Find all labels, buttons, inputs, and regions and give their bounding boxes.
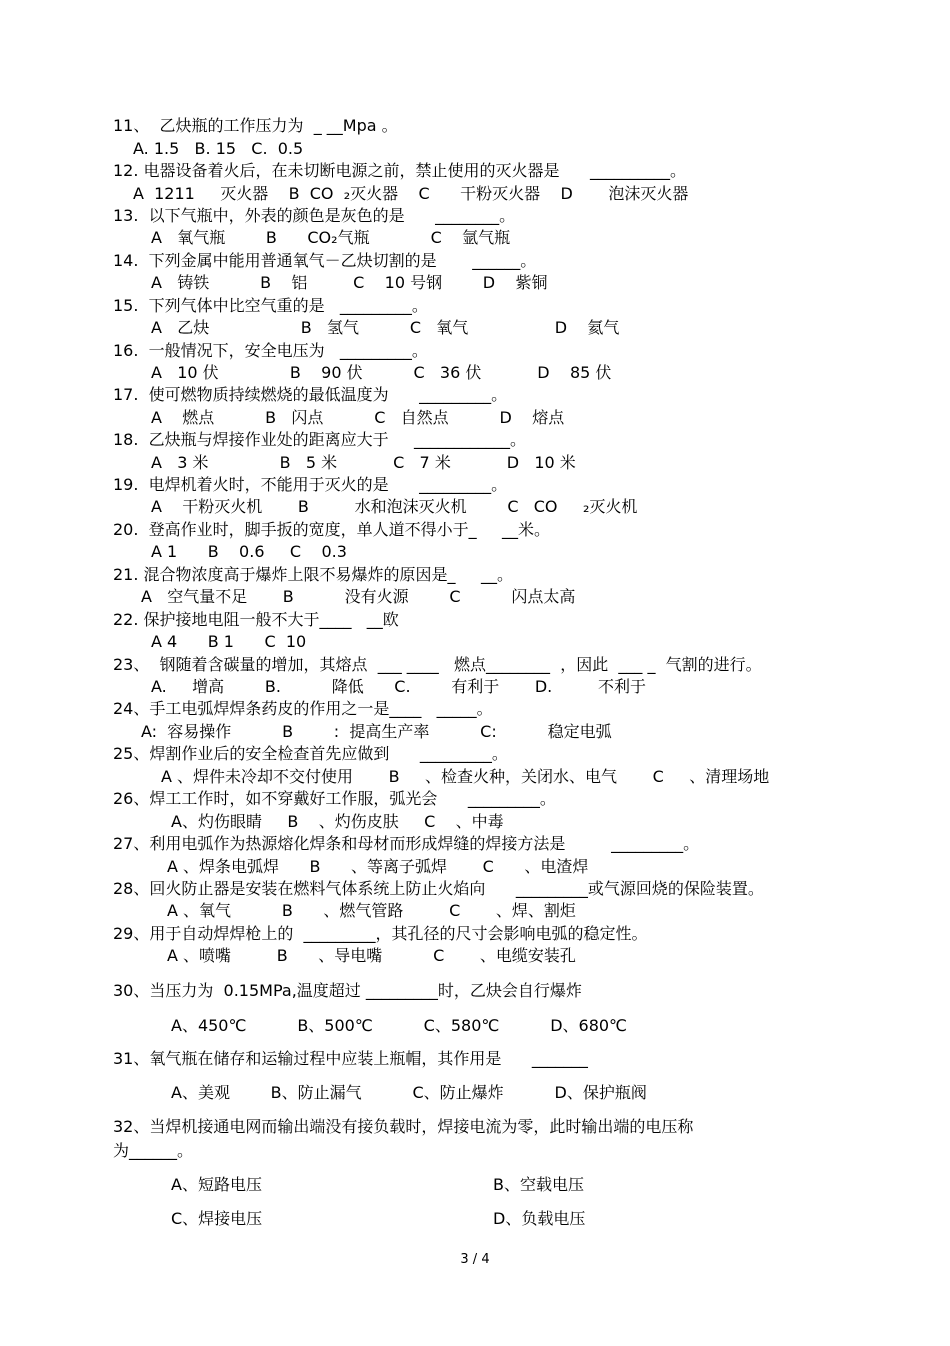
- text-line: A. 增高 B. 降低 C. 有利于 D. 不利于: [151, 677, 647, 696]
- text-line: A、短路电压: [171, 1175, 262, 1194]
- text-line: 25、焊割作业后的安全检查首先应做到 _________。: [113, 744, 508, 763]
- text-line: 28、回火防止器是安装在燃料气体系统上防止火焰向 _________或气源回烧的保险装置。: [113, 879, 764, 898]
- text-line: 26、焊工工作时，如不穿戴好工作服，弧光会 _________。: [113, 789, 556, 808]
- text-line: A 氧气瓶 B CO₂气瓶 C 氩气瓶: [151, 228, 511, 247]
- text-line: 31、氧气瓶在储存和运输过程中应装上瓶帽，其作用是 _______: [113, 1049, 588, 1068]
- text-line: A、灼伤眼睛 B 、灼伤皮肤 C 、中毒: [171, 812, 504, 831]
- text-line: 为______。: [113, 1141, 194, 1160]
- text-line: 13. 以下气瓶中，外表的颜色是灰色的是 ________。: [113, 206, 516, 225]
- text-line: 16. 一般情况下，安全电压为 _________。: [113, 341, 428, 360]
- text-line: 15. 下列气体中比空气重的是 _________。: [113, 296, 428, 315]
- text-line: 20. 登高作业时，脚手扳的宽度，单人道不得小于_ __米。: [113, 520, 551, 539]
- text-line: 14. 下列金属中能用普通氧气－乙炔切割的是 ______。: [113, 251, 537, 270]
- text-line: A 1 B 0.6 C 0.3: [151, 542, 347, 561]
- text-line: A 、焊条电弧焊 B 、等离子弧焊 C 、电渣焊: [167, 857, 589, 876]
- text-line: A 、氧气 B 、燃气管路 C 、焊、割炬: [167, 901, 576, 920]
- text-line: 29、用于自动焊焊枪上的 _________，其孔径的尺寸会影响电弧的稳定性。: [113, 924, 648, 943]
- text-line: 21. 混合物浓度高于爆炸上限不易爆炸的原因是_ __。: [113, 565, 513, 584]
- text-line: 27、利用电弧作为热源熔化焊条和母材而形成焊缝的焊接方法是 _________。: [113, 834, 700, 853]
- text-line: 24、手工电弧焊焊条药皮的作用之一是____ _____。: [113, 699, 493, 718]
- text-line: A、450℃ B、500℃ C、580℃ D、680℃: [171, 1016, 628, 1035]
- text-line: A 铸铁 B 铝 C 10 号钢 D 紫铜: [151, 273, 548, 292]
- text-line: 30、当压力为 0.15MPa,温度超过 _________时，乙炔会自行爆炸: [113, 981, 582, 1000]
- text-line: 11、 乙炔瓶的工作压力为 _ __Mpa 。: [113, 116, 398, 135]
- text-line: 22. 保护接地电阻一般不大于____ __欧: [113, 610, 399, 629]
- text-line: A 、喷嘴 B 、导电嘴 C 、电缆安装孔: [167, 946, 576, 965]
- text-line: 17. 使可燃物质持续燃烧的最低温度为 _________。: [113, 385, 508, 404]
- text-line: A 空气量不足 B 没有火源 C 闪点太高: [141, 587, 576, 606]
- text-line: A. 1.5 B. 15 C. 0.5: [133, 139, 304, 158]
- text-line: C、焊接电压: [171, 1209, 263, 1228]
- text-line: A 燃点 B 闪点 C 自然点 D 熔点: [151, 408, 565, 427]
- text-line: 12. 电器设备着火后，在未切断电源之前，禁止使用的灭火器是 __________。: [113, 161, 687, 180]
- text-line: A 1211 灭火器 B CO ₂灭火器 C 干粉灭火器 D 泡沫灭火器: [133, 184, 689, 203]
- text-line: A 、焊件未冷却不交付使用 B 、检查火种，关闭水、电气 C 、清理场地: [161, 767, 770, 786]
- text-line: D、负载电压: [493, 1209, 586, 1228]
- text-line: A 4 B 1 C 10: [151, 632, 307, 651]
- text-line: 19. 电焊机着火时，不能用于灭火的是 _________。: [113, 475, 508, 494]
- text-line: 32、当焊机接通电网而输出端没有接负载时，焊接电流为零，此时输出端的电压称: [113, 1117, 694, 1136]
- text-line: A、美观 B、防止漏气 C、防止爆炸 D、保护瓶阀: [171, 1083, 647, 1102]
- text-line: A 乙炔 B 氢气 C 氧气 D 氦气: [151, 318, 620, 337]
- text-line: A 3 米 B 5 米 C 7 米 D 10 米: [151, 453, 576, 472]
- text-line: 23、 钢随着含碳量的增加，其熔点 ___ ____ 燃点________ ，因此 ___ _ 气割的进行。: [113, 655, 762, 674]
- text-line: A 干粉灭火机 B 水和泡沫灭火机 C CO ₂灭火机: [151, 497, 638, 516]
- page-number: 3 / 4: [460, 1252, 490, 1267]
- text-line: A 10 伏 B 90 伏 C 36 伏 D 85 伏: [151, 363, 612, 382]
- text-line: A: 容易操作 B : 提高生产率 C: 稳定电弧: [141, 722, 612, 741]
- text-line: 18. 乙炔瓶与焊接作业处的距离应大于 ____________。: [113, 430, 527, 449]
- text-line: B、空载电压: [493, 1175, 584, 1194]
